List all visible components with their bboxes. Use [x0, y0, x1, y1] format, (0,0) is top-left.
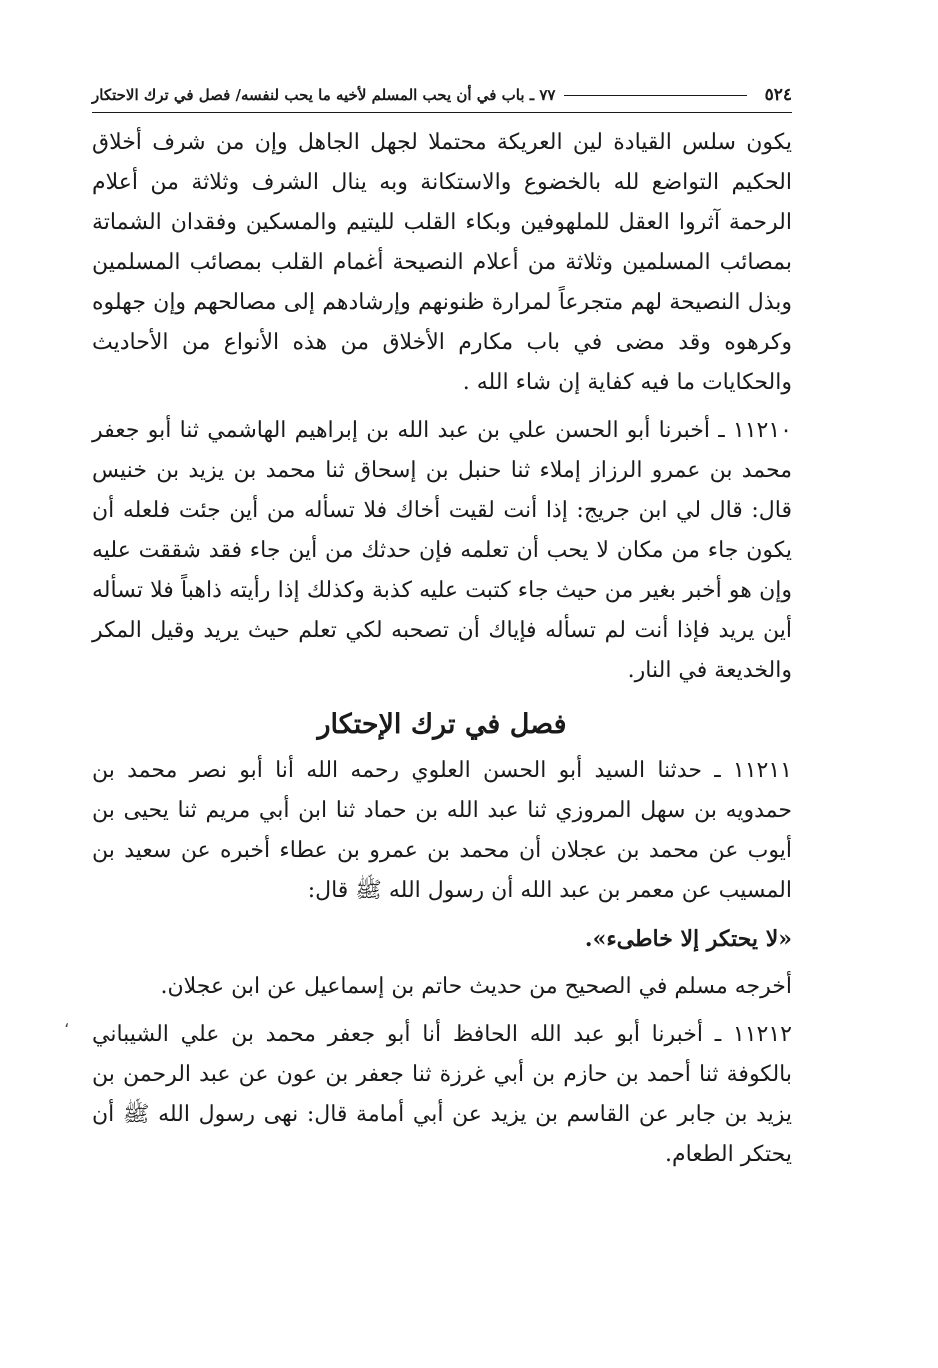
running-header [92, 78, 792, 113]
hadith-11210: ١١٢١٠ ـ أخبرنا أبو الحسن علي بن عبد الله بن إبراهيم الهاشمي ثنا أبو جعفر محمد بن عمرو الرزاز إملاء ثنا حنبل بن إسحاق ثنا محمد بن يزيد بن خنيس قال: قال لي ابن جريج: إذا أنت لقيت أخاك فلا تسأله من أين جئت فلعله أن يكون جاء من مكان لا يحب أن تعلمه فإن حدثك من أين جاء فقد شققت عليه وإن هو أخبر بغير من حيث جاء كتبت عليه كذبة وكذلك إذا رأيته ذاهباً فلا تسأله أين يريد فإذا أنت لم تسأله فإياك أن تصحبه لكي تعلم حيث يريد وقيل المكر والخديعة في النار. [92, 418, 792, 683]
hadith-11211: ١١٢١١ ـ حدثنا السيد أبو الحسن العلوي رحمه الله أنا أبو نصر محمد بن حمدويه بن سهل المروزي ثنا عبد الله بن حماد ثنا ابن أبي مريم ثنا يحيى بن أيوب عن محمد بن عجلان أن محمد بن عمرو بن عطاء أخبره عن سعيد بن المسيب عن معمر بن عبد الله أن رسول الله ﷺ قال: [92, 758, 792, 903]
margin-mark: ، [64, 1012, 70, 1031]
intro-paragraph: يكون سلس القيادة لين العريكة محتملا لجهل الجاهل وإن من شرف أخلاق الحكيم التواضع لله بالخضوع والاستكانة وبه ينال الشرف وثلاثة من أعلام الرحمة آثروا العقل للملهوفين وبكاء القلب لليتيم والمسكين وفقدان الشماتة بمصائب المسلمين وثلاثة من أعلام النصيحة أغمام القلب بمصائب المسلمين وبذل النصيحة لهم متجرعاً لمرارة ظنونهم وإرشادهم إلى مصالحهم وإن جهلوه وكرهوه وقد مضى في باب مكارم الأخلاق من هذه الأنواع من الأحاديث والحكايات ما فيه كفاية إن شاء الله . [92, 130, 792, 395]
page-body [92, 123, 792, 1175]
takhrij-note: أخرجه مسلم في الصحيح من حديث حاتم بن إسماعيل عن ابن عجلان. [160, 974, 792, 999]
section-heading: فصل في ترك الإحتكار [317, 709, 567, 740]
running-title: ٧٧ ـ باب في أن يحب المسلم لأخيه ما يحب لنفسه/ فصل في ترك الاحتكار [92, 86, 556, 104]
page-number: ٥٢٤ [764, 85, 792, 105]
hadith-11212: ١١٢١٢ ـ أخبرنا أبو عبد الله الحافظ أنا أبو جعفر محمد بن علي الشيباني بالكوفة ثنا أحمد بن حازم بن أبي غرزة ثنا جعفر بن عون عن عبد الرحمن بن يزيد بن جابر عن القاسم بن يزيد عن أبي أمامة قال: نهى رسول الله ﷺ أن يحتكر الطعام. [92, 1022, 792, 1167]
hadith-quote: «لا يحتكر إلا خاطىء». [584, 926, 792, 952]
header-rule [564, 95, 747, 96]
book-page [64, 78, 792, 1308]
